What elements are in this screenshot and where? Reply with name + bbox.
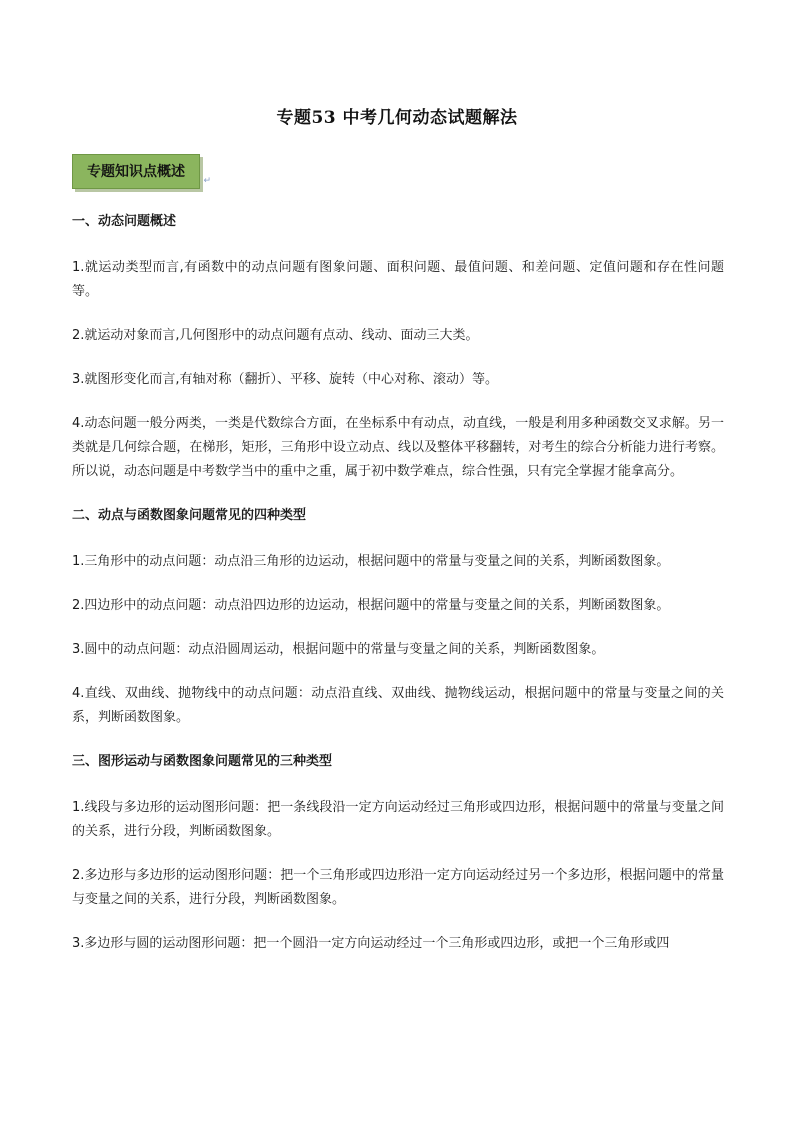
paragraph: 1.线段与多边形的运动图形问题：把一条线段沿一定方向运动经过三角形或四边形，根据问题中的常量与变量之间的关系，进行分段，判断函数图象。 [72,800,724,839]
paragraph: 4.动态问题一般分两类，一类是代数综合方面，在坐标系中有动点，动直线，一般是利用多种函数交叉求解。另一类就是几何综合题，在梯形，矩形，三角形中设立动点、线以及整体平移翻转，对考生的综合分析能力进行考察。所以说，动态问题是中考数学当中的重中之重，属于初中数学难点，综合性强，只有完全掌握才能拿高分。 [72,416,724,479]
section-moving-figure-types [72,750,724,956]
section-badge-wrapper [72,154,211,189]
paragraph: 2.就运动对象而言,几何图形中的动点问题有点动、线动、面动三大类。 [72,328,479,343]
section-overview [72,210,724,484]
section-heading: 二、动点与函数图象问题常见的四种类型 [72,508,307,523]
paragraph: 1.三角形中的动点问题：动点沿三角形的边运动，根据问题中的常量与变量之间的关系，判断函数图象。 [72,554,670,569]
section-heading: 一、动态问题概述 [72,214,177,229]
return-mark-icon: ↵ [203,176,211,186]
paragraph: 2.多边形与多边形的运动图形问题：把一个三角形或四边形沿一定方向运动经过另一个多边形，根据问题中的常量与变量之间的关系，进行分段，判断函数图象。 [72,868,724,907]
section-heading: 三、图形运动与函数图象问题常见的三种类型 [72,754,333,769]
document-title: 专题53 中考几何动态试题解法 [276,108,518,128]
paragraph: 3.多边形与圆的运动图形问题：把一个圆沿一定方向运动经过一个三角形或四边形，或把一个三角形或四 [72,936,670,951]
document-body [72,210,724,976]
section-moving-point-types [72,504,724,730]
paragraph: 4.直线、双曲线、抛物线中的动点问题：动点沿直线、双曲线、抛物线运动，根据问题中的常量与变量之间的关系，判断函数图象。 [72,686,724,725]
paragraph: 1.就运动类型而言,有函数中的动点问题有图象问题、面积问题、最值问题、和差问题、定值问题和存在性问题等。 [72,260,724,299]
section-badge-label: 专题知识点概述 [87,164,185,180]
paragraph: 3.就图形变化而言,有轴对称（翻折）、平移、旋转（中心对称、滚动）等。 [72,372,499,387]
paragraph: 3.圆中的动点问题：动点沿圆周运动，根据问题中的常量与变量之间的关系，判断函数图象。 [72,642,605,657]
section-badge [72,154,211,189]
paragraph: 2.四边形中的动点问题：动点沿四边形的边运动，根据问题中的常量与变量之间的关系，判断函数图象。 [72,598,670,613]
